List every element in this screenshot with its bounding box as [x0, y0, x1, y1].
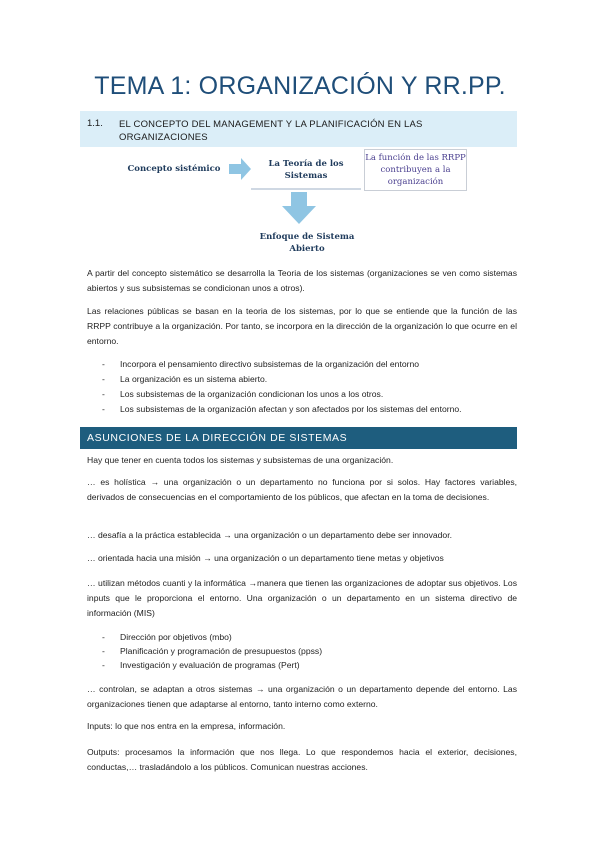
body-paragraph-8: Outputs: procesamos la información que nos llega. Lo que respondemos hacia el exterior, decisiones, conductas,… trasladándolo a los públicos. Comunican nuestras acciones. — [87, 747, 517, 772]
bullet-marker: - — [102, 646, 105, 656]
bullet-marker: - — [102, 374, 105, 384]
right-arrow-icon — [229, 158, 251, 180]
diagram-concepto-label: Concepto sistémico — [127, 164, 221, 174]
list-item-text: La organización es un sistema abierto. — [120, 374, 268, 384]
body-paragraph-5: … utilizan métodos cuanti y la informática →manera que tienen las organizaciones de adoptar sus objetivos. Los inputs que le proporciona el entorno. Una organización o un departamento en un sistema directivo de información (MIS) — [87, 578, 517, 618]
body-paragraph-7: Inputs: lo que nos entra en la empresa, información. — [87, 721, 286, 731]
body-paragraph-6: … controlan, se adaptan a otros sistemas → una organización o un departamento depende del entorno. Las organizaciones tienen que adaptarse al entorno, tanto interno como externo. — [87, 684, 517, 709]
intro-paragraph-2: Las relaciones públicas se basan en la teoria de los sistemas, por lo que se entiende que la función de las RRPP contribuye a la organización. Por tanto, se incorpora en la dirección de la organización lo que ocurre en el entorno. — [87, 306, 517, 346]
body-paragraph-4: … orientada hacia una misión → una organización o un departamento tiene metas y objetivos — [87, 553, 444, 563]
diagram-funcion-box — [364, 149, 467, 191]
list-item-text: Dirección por objetivos (mbo) — [120, 632, 232, 642]
bullet-marker: - — [102, 660, 105, 670]
down-arrow-icon — [282, 192, 316, 224]
diagram-teoria-box — [251, 154, 361, 190]
body-paragraph-3: … desafía a la práctica establecida → una organización o un departamento debe ser innovador. — [87, 530, 452, 540]
bullet-marker: - — [102, 389, 105, 399]
section-title: EL CONCEPTO DEL MANAGEMENT Y LA PLANIFICACIÓN EN LAS ORGANIZACIONES — [119, 119, 423, 143]
bullet-marker: - — [102, 632, 105, 642]
section-number: 1.1. — [87, 118, 103, 129]
list-item-text: Planificación y programación de presupuestos (ppss) — [120, 646, 323, 656]
intro-paragraph-1: A partir del concepto sistemático se desarrolla la Teoria de los sistemas (organizaciones se ven como sistemas abiertos y sus subsistemas se condicionan unos a otros). — [87, 268, 517, 293]
diagram-enfoque-label: Enfoque de Sistema Abierto — [259, 232, 355, 254]
bullet-marker: - — [102, 359, 105, 369]
section2-title: ASUNCIONES DE LA DIRECCIÓN DE SISTEMAS — [87, 432, 348, 444]
list-item-text: Los subsistemas de la organización condicionan los unos a los otros. — [120, 389, 384, 399]
page-title: TEMA 1: ORGANIZACIÓN Y RR.PP. — [94, 72, 506, 100]
body-paragraph-1: Hay que tener en cuenta todos los sistemas y subsistemas de una organización. — [87, 455, 394, 465]
list-item-text: Los subsistemas de la organización afectan y son afectados por los sistemas del entorno. — [120, 404, 462, 414]
section-header-dark — [80, 427, 517, 449]
diagram-teoria-label: La Teoría de los Sistemas — [268, 159, 344, 181]
list-item-text: Incorpora el pensamiento directivo subsistemas de la organización del entorno — [120, 359, 420, 369]
list-item-text: Investigación y evaluación de programas (Pert) — [120, 660, 300, 670]
section-header — [80, 111, 517, 147]
bullet-marker: - — [102, 404, 105, 414]
body-paragraph-2: … es holística → una organización o un departamento no funciona por si solos. Hay factores variables, derivados de consecuencias en el comportamiento de los públicos, que afectan en la toma de decisiones. — [87, 477, 517, 502]
diagram-funcion-label: La función de las RRPP contribuyen a la organización — [365, 153, 466, 187]
